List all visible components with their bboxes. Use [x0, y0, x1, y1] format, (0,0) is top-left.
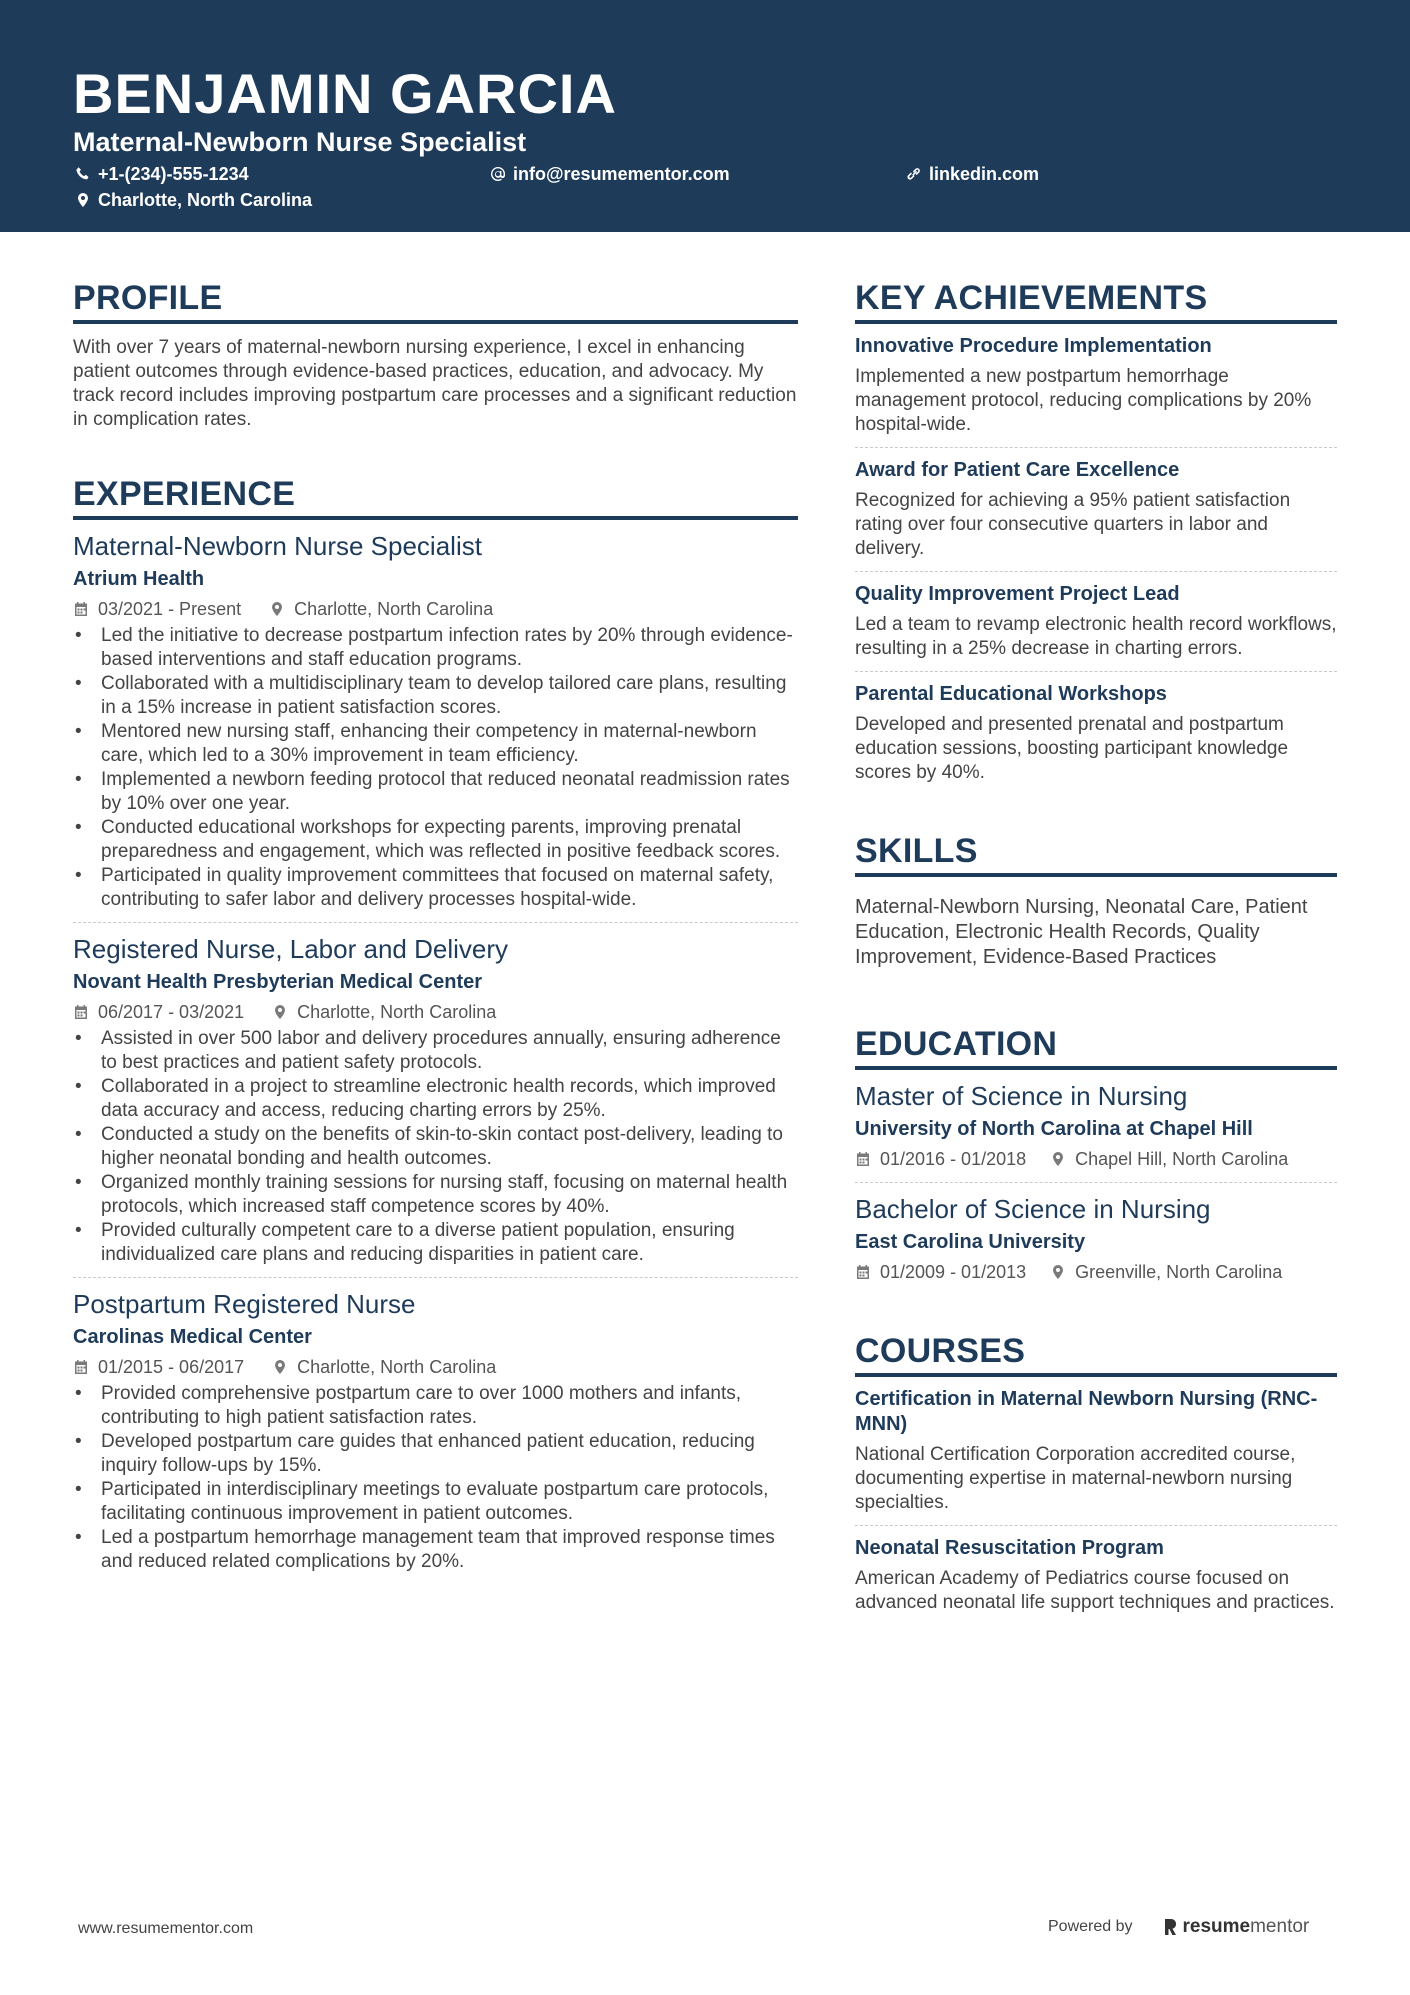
- footer-brand: [1048, 1916, 1309, 1938]
- education-location: Greenville, North Carolina: [1075, 1262, 1283, 1282]
- achievement-item: [855, 324, 1337, 448]
- list-item: • Mentored new nursing staff, enhancing their competency in maternal-newborn care, which led to a 30% improvement in team efficiency.: [73, 720, 798, 768]
- list-item: • Assisted in over 500 labor and delivery procedures annually, ensuring adherence to best practices and patient safety protocols.: [73, 1027, 798, 1075]
- experience-heading: EXPERIENCE: [73, 474, 798, 520]
- email-text[interactable]: info@resumementor.com: [513, 164, 730, 184]
- job-meta: [73, 598, 798, 620]
- left-column: [73, 278, 798, 1626]
- profile-section: [73, 278, 798, 432]
- education-item: [855, 1183, 1337, 1295]
- list-item: • Conducted educational workshops for expecting parents, improving prenatal preparedness and engagement, which was reflected in positive feedback scores.: [73, 816, 798, 864]
- job-dates: 01/2015 - 06/2017: [98, 1357, 245, 1377]
- achievement-desc: Implemented a new postpartum hemorrhage management protocol, reducing complications by 20% hospital-wide.: [855, 366, 1312, 435]
- education-dates: 01/2009 - 01/2013: [880, 1262, 1027, 1282]
- calendar-icon: [73, 601, 89, 617]
- job-location: Charlotte, North Carolina: [297, 1002, 497, 1022]
- job-title: Registered Nurse, Labor and Delivery: [73, 934, 508, 964]
- achievement-desc: Developed and presented prenatal and postpartum education sessions, boosting participant knowledge scores by 40%.: [855, 714, 1289, 783]
- job-company: Atrium Health: [73, 568, 205, 590]
- contact-email[interactable]: [490, 163, 730, 185]
- location-text: Charlotte, North Carolina: [98, 190, 313, 210]
- education-dates: 01/2016 - 01/2018: [880, 1149, 1027, 1169]
- degree-title: Master of Science in Nursing: [855, 1081, 1188, 1111]
- calendar-icon: [855, 1264, 871, 1280]
- list-item: • Organized monthly training sessions for nursing staff, focusing on maternal health protocols, which increased staff competence scores by 40%.: [73, 1171, 798, 1219]
- job-bullets: [73, 624, 798, 912]
- experience-section: [73, 474, 798, 1584]
- job-location: Charlotte, North Carolina: [294, 599, 494, 619]
- linkedin-text[interactable]: linkedin.com: [929, 164, 1040, 184]
- achievements-section: [855, 278, 1337, 795]
- brand-logo[interactable]: [1163, 1916, 1310, 1938]
- education-meta: [855, 1261, 1337, 1283]
- location-pin-icon: [272, 1359, 288, 1375]
- list-item: • Provided culturally competent care to a diverse patient population, ensuring individualized care plans and reducing disparities in patient care.: [73, 1219, 798, 1267]
- education-location: Chapel Hill, North Carolina: [1075, 1149, 1289, 1169]
- resumementor-logo-icon: [1163, 1918, 1177, 1936]
- contact-phone: [75, 163, 249, 185]
- course-title: Neonatal Resuscitation Program: [855, 1537, 1164, 1559]
- achievement-item: [855, 572, 1337, 672]
- profile-text: With over 7 years of maternal-newborn nursing experience, I excel in enhancing patient outcomes through evidence-based practices, education, and advocacy. My track record includes improving postpartum care processes and a significant reduction in complication rates.: [73, 337, 797, 430]
- location-pin-icon: [269, 601, 285, 617]
- job-company: Novant Health Presbyterian Medical Center: [73, 971, 483, 993]
- skills-heading: SKILLS: [855, 831, 1337, 877]
- candidate-title: Maternal-Newborn Nurse Specialist: [73, 127, 527, 157]
- achievements-heading: KEY ACHIEVEMENTS: [855, 278, 1337, 324]
- school-name: University of North Carolina at Chapel Hill: [855, 1118, 1253, 1140]
- list-item: • Collaborated in a project to streamline electronic health records, which improved data accuracy and access, reducing charting errors by 25%.: [73, 1075, 798, 1123]
- degree-title: Bachelor of Science in Nursing: [855, 1194, 1211, 1224]
- job-dates: 06/2017 - 03/2021: [98, 1002, 245, 1022]
- education-item: [855, 1070, 1337, 1183]
- location-pin-icon: [1050, 1151, 1066, 1167]
- at-icon: [490, 166, 506, 182]
- brand-bold: resume: [1182, 1916, 1251, 1937]
- course-item: [855, 1377, 1337, 1526]
- candidate-name: BENJAMIN GARCIA: [73, 62, 617, 125]
- brand-light: mentor: [1250, 1916, 1310, 1937]
- list-item: • Provided comprehensive postpartum care to over 1000 mothers and infants, contributing to high patient satisfaction rates.: [73, 1382, 798, 1430]
- profile-heading: PROFILE: [73, 278, 798, 324]
- location-pin-icon: [1050, 1264, 1066, 1280]
- job-company: Carolinas Medical Center: [73, 1326, 312, 1348]
- achievement-title: Quality Improvement Project Lead: [855, 583, 1180, 605]
- skills-section: [855, 831, 1337, 970]
- job-dates: 03/2021 - Present: [98, 599, 242, 619]
- courses-section: [855, 1331, 1337, 1625]
- calendar-icon: [855, 1151, 871, 1167]
- list-item: • Conducted a study on the benefits of skin-to-skin contact post-delivery, leading to higher neonatal bonding and health outcomes.: [73, 1123, 798, 1171]
- right-column: [855, 278, 1337, 1667]
- contact-linkedin[interactable]: [906, 163, 1039, 185]
- location-pin-icon: [75, 192, 91, 208]
- achievement-item: [855, 448, 1337, 572]
- job-meta: [73, 1356, 798, 1378]
- achievement-item: [855, 672, 1337, 795]
- job-location: Charlotte, North Carolina: [297, 1357, 497, 1377]
- course-title: Certification in Maternal Newborn Nursing (RNC-MNN): [855, 1388, 1318, 1435]
- list-item: • Developed postpartum care guides that enhanced patient education, reducing inquiry follow-ups by 15%.: [73, 1430, 798, 1478]
- calendar-icon: [73, 1004, 89, 1020]
- education-meta: [855, 1148, 1337, 1170]
- contact-location: [75, 189, 312, 211]
- achievement-desc: Recognized for achieving a 95% patient satisfaction rating over four consecutive quarters in labor and delivery.: [855, 490, 1291, 559]
- achievement-desc: Led a team to revamp electronic health record workflows, resulting in a 25% decrease in charting errors.: [855, 614, 1337, 659]
- school-name: East Carolina University: [855, 1231, 1086, 1253]
- list-item: • Led the initiative to decrease postpartum infection rates by 20% through evidence-based interventions and staff education programs.: [73, 624, 798, 672]
- footer-website[interactable]: www.resumementor.com: [78, 1920, 254, 1937]
- achievement-title: Innovative Procedure Implementation: [855, 335, 1212, 357]
- powered-by-label: Powered by: [1048, 1918, 1133, 1935]
- link-icon: [906, 166, 922, 182]
- course-item: [855, 1526, 1337, 1625]
- resume-header: [0, 0, 1410, 232]
- education-heading: EDUCATION: [855, 1024, 1337, 1070]
- courses-heading: COURSES: [855, 1331, 1337, 1377]
- location-pin-icon: [272, 1004, 288, 1020]
- job-entry: [73, 1278, 798, 1584]
- education-section: [855, 1024, 1337, 1295]
- job-entry: [73, 520, 798, 923]
- list-item: • Participated in quality improvement committees that focused on maternal safety, contributing to safer labor and delivery processes hospital-wide.: [73, 864, 798, 912]
- job-bullets: [73, 1027, 798, 1267]
- achievement-title: Parental Educational Workshops: [855, 683, 1167, 705]
- skills-text: Maternal-Newborn Nursing, Neonatal Care, Patient Education, Electronic Health Records, Quality Improvement, Evidence-Based Practices: [855, 896, 1308, 968]
- phone-icon: [75, 166, 91, 182]
- list-item: • Implemented a newborn feeding protocol that reduced neonatal readmission rates by 10% over one year.: [73, 768, 798, 816]
- list-item: • Led a postpartum hemorrhage management team that improved response times and reduced related complications by 20%.: [73, 1526, 798, 1574]
- job-title: Postpartum Registered Nurse: [73, 1289, 416, 1319]
- job-entry: [73, 923, 798, 1278]
- course-desc: American Academy of Pediatrics course focused on advanced neonatal life support techniques and practices.: [855, 1568, 1335, 1613]
- list-item: • Participated in interdisciplinary meetings to evaluate postpartum care protocols, facilitating continuous improvement in patient outcomes.: [73, 1478, 798, 1526]
- achievement-title: Award for Patient Care Excellence: [855, 459, 1180, 481]
- course-desc: National Certification Corporation accredited course, documenting expertise in maternal-newborn nursing specialties.: [855, 1444, 1296, 1513]
- calendar-icon: [73, 1359, 89, 1375]
- list-item: • Collaborated with a multidisciplinary team to develop tailored care plans, resulting in a 15% increase in patient satisfaction scores.: [73, 672, 798, 720]
- job-meta: [73, 1001, 798, 1023]
- phone-text: +1-(234)-555-1234: [98, 164, 249, 184]
- job-title: Maternal-Newborn Nurse Specialist: [73, 531, 482, 561]
- job-bullets: [73, 1382, 798, 1574]
